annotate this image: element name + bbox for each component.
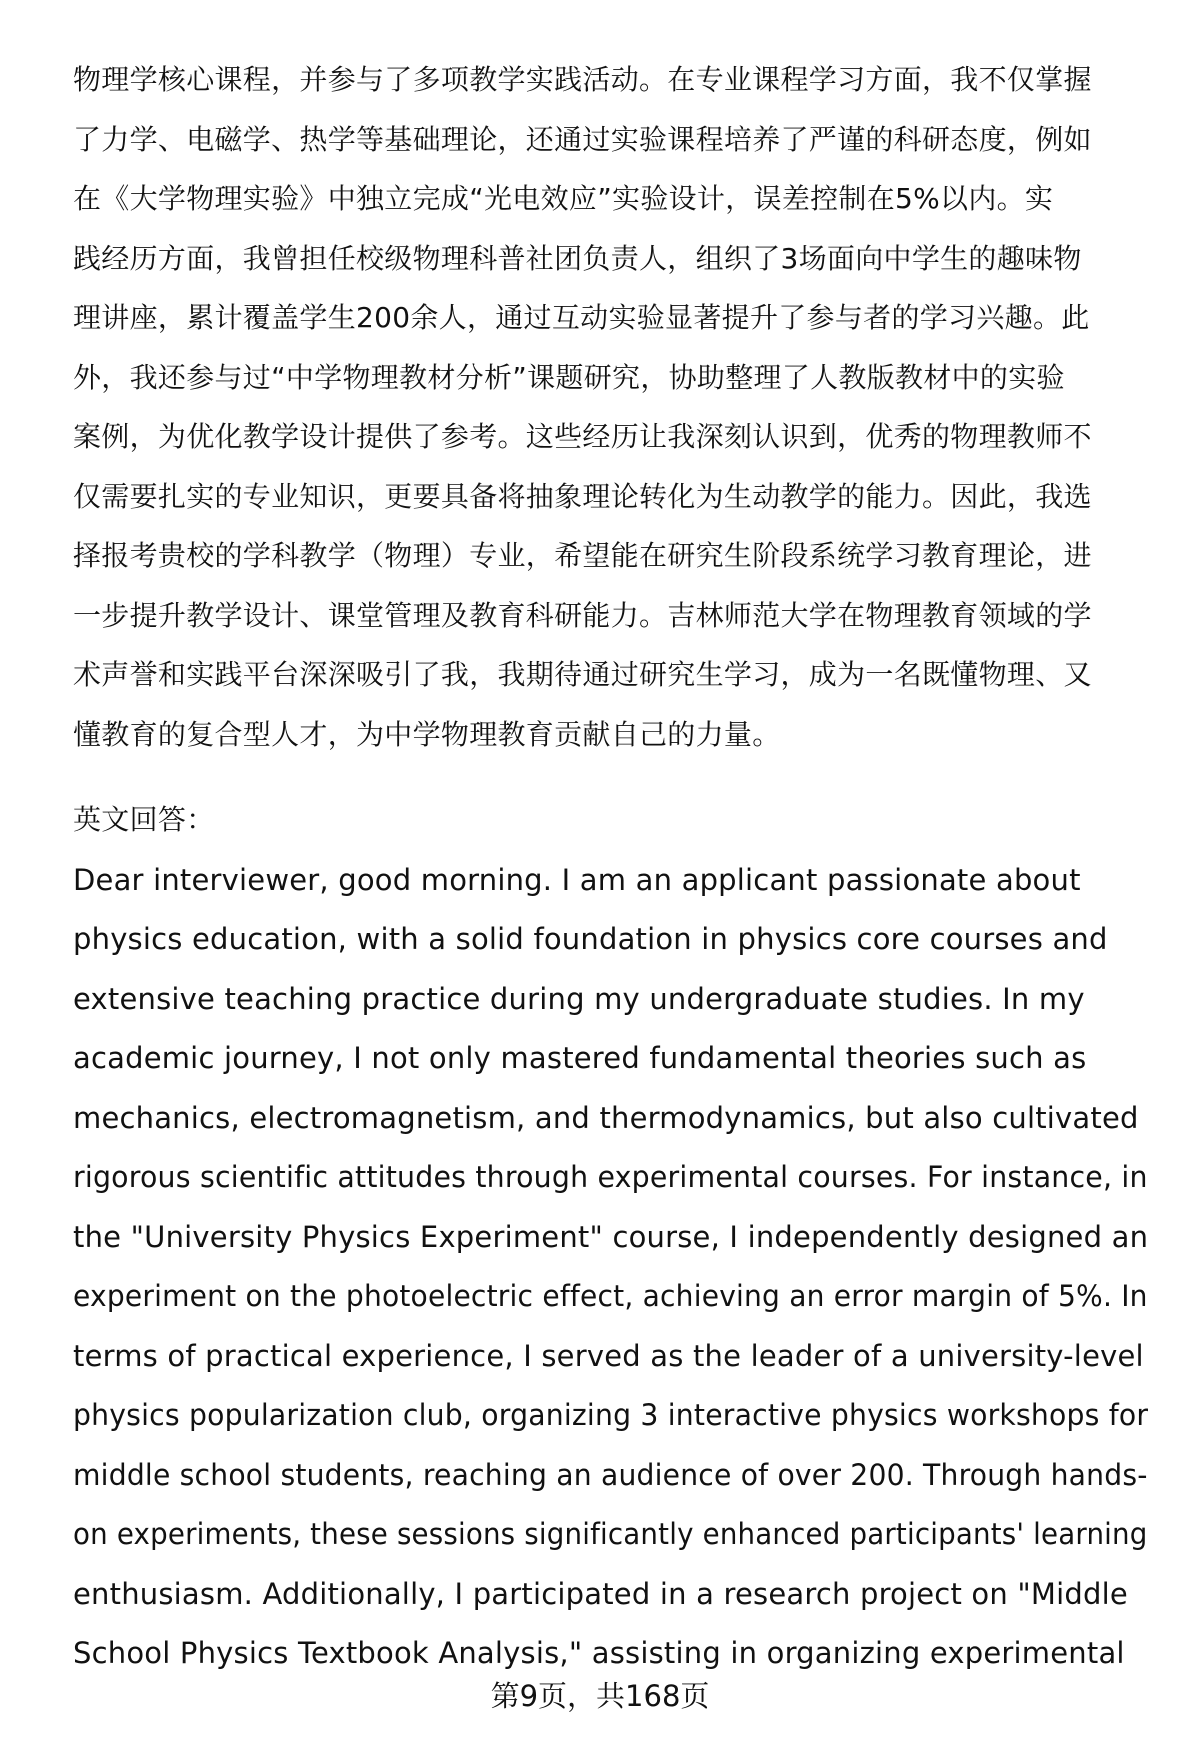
- english-text-line: terms of practical experience, I served as the leader of a university-level: [73, 1338, 1144, 1373]
- chinese-text-line: 物理学核心课程，并参与了多项教学实践活动。在专业课程学习方面，我不仅掌握: [73, 63, 1092, 96]
- english-text-line: physics education, with a solid foundation in physics core courses and: [73, 922, 1108, 956]
- chinese-text-line: 术声誉和实践平台深深吸引了我，我期待通过研究生学习，成为一名既懂物理、又: [73, 658, 1092, 691]
- chinese-text-line: 案例，为优化教学设计提供了参考。这些经历让我深刻认识到，优秀的物理教师不: [73, 420, 1092, 453]
- english-text-line: School Physics Textbook Analysis," assisting in organizing experimental: [73, 1636, 1125, 1670]
- english-text-line: Dear interviewer, good morning. I am an applicant passionate about: [73, 862, 1081, 897]
- chinese-text-line: 理讲座，累计覆盖学生200余人，通过互动实验显著提升了参与者的学习兴趣。此: [73, 301, 1090, 334]
- english-text-line: experiment on the photoelectric effect, achieving an error margin of 5%. In: [73, 1279, 1148, 1313]
- english-text-line: mechanics, electromagnetism, and thermodynamics, but also cultivated: [73, 1100, 1139, 1135]
- english-text-line: academic journey, I not only mastered fundamental theories such as: [73, 1041, 1087, 1075]
- english-text-line: enthusiasm. Additionally, I participated in a research project on "Middle: [73, 1576, 1128, 1611]
- page-number-footer: 第9页，共168页: [490, 1679, 710, 1713]
- english-answer-heading: 英文回答：: [73, 803, 215, 836]
- english-text-line: physics popularization club, organizing 3 interactive physics workshops for: [73, 1398, 1149, 1432]
- chinese-text-line: 仅需要扎实的专业知识，更要具备将抽象理论转化为生动教学的能力。因此，我选: [73, 479, 1092, 513]
- chinese-text-line: 外，我还参与过“中学物理教材分析”课题研究，协助整理了人教版教材中的实验: [73, 360, 1065, 394]
- chinese-text-line: 择报考贵校的学科教学（物理）专业，希望能在研究生阶段系统学习教育理论，进: [73, 539, 1092, 572]
- english-text-line: extensive teaching practice during my undergraduate studies. In my: [73, 981, 1085, 1016]
- english-text-line: rigorous scientific attitudes through experimental courses. For instance, in: [73, 1160, 1148, 1194]
- chinese-text-line: 践经历方面，我曾担任校级物理科普社团负责人，组织了3场面向中学生的趣味物: [73, 241, 1082, 275]
- chinese-text-line: 懂教育的复合型人才，为中学物理教育贡献自己的力量。: [73, 717, 781, 751]
- chinese-text-line: 了力学、电磁学、热学等基础理论，还通过实验课程培养了严谨的科研态度，例如: [73, 122, 1092, 156]
- english-text-line: middle school students, reaching an audience of over 200. Through hands-: [73, 1457, 1148, 1492]
- english-text-line: the "University Physics Experiment" course, I independently designed an: [73, 1219, 1149, 1254]
- chinese-text-line: 在《大学物理实验》中独立完成“光电效应”实验设计，误差控制在5%以内。实: [73, 182, 1054, 215]
- chinese-text-line: 一步提升教学设计、课堂管理及教育科研能力。吉林师范大学在物理教育领域的学: [73, 598, 1092, 632]
- english-text-line: on experiments, these sessions significantly enhanced participants' learning: [73, 1517, 1148, 1551]
